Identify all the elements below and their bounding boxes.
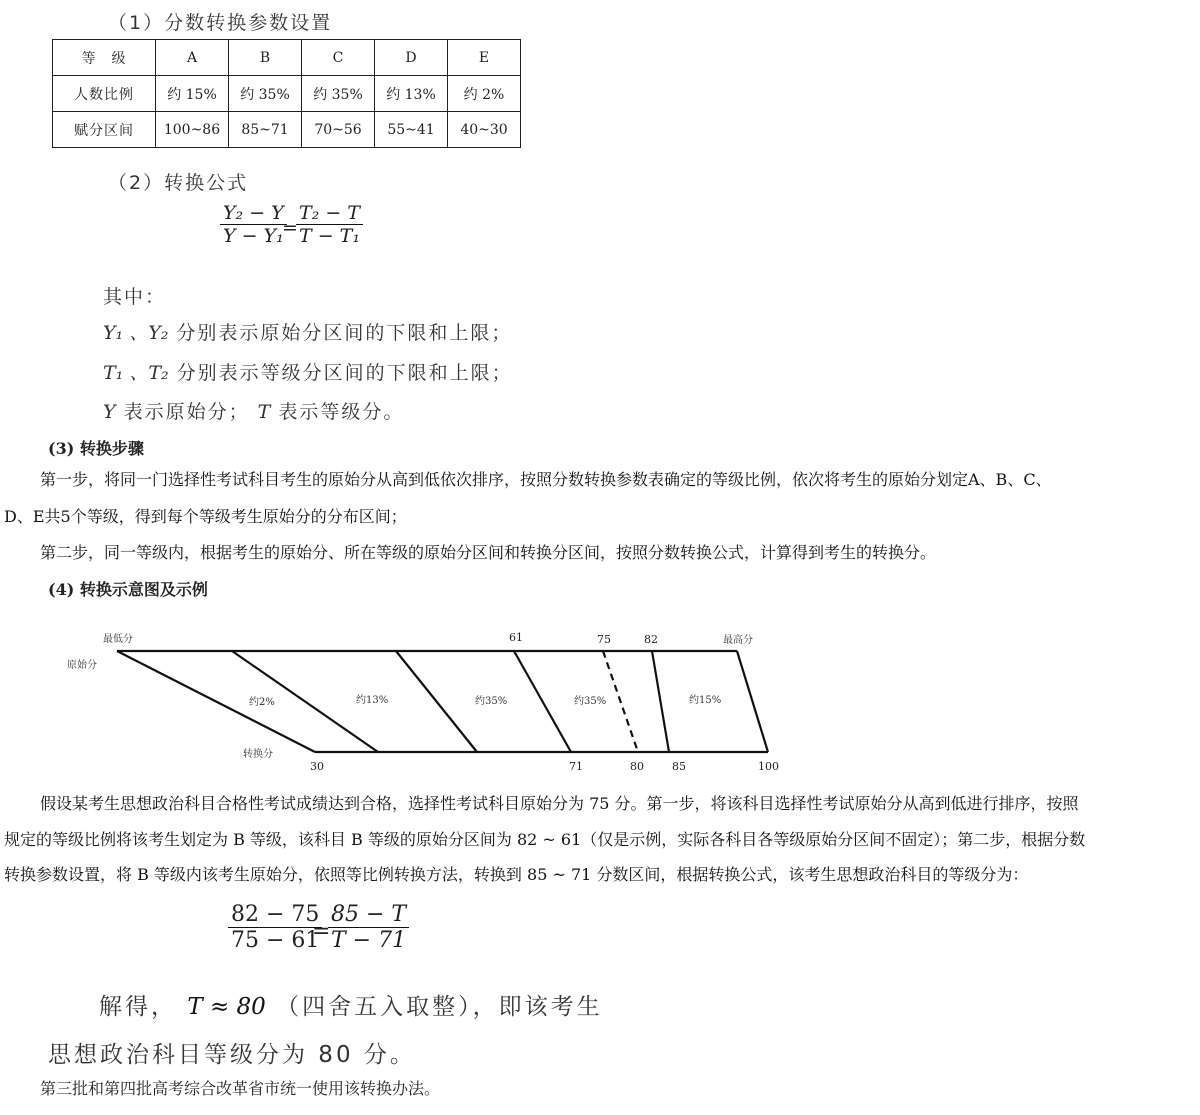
example-line3: 转换参数设置，将 B 等级内该考生原始分，依照等比例转换方法，转换到 85 ~ 71 分数区间，根据转换公式，该考生思想政治科目的等级分为： — [4, 865, 1029, 884]
formula-lhs-denominator: Y − Y₁ — [223, 225, 284, 247]
example-lhs-denominator: 75 − 61 — [231, 928, 320, 953]
bottom-tick: 30 — [310, 760, 324, 773]
boundary-max — [737, 651, 768, 752]
table-row — [53, 112, 521, 148]
explanation-line-grade-range — [103, 358, 513, 385]
step2-text: 第二步，同一等级内，根据考生的原始分、所在等级的原始分区间和转换分区间，按照分数转换公式，计算得到考生的转换分。 — [40, 543, 937, 562]
formula-rhs-numerator: T₂ − T — [296, 202, 363, 225]
top-ticks — [509, 631, 658, 646]
top-tick: 82 — [644, 633, 658, 646]
example-line1: 假设某考生思想政治科目合格性考试成绩达到合格，选择性考试科目原始分为 75 分。第一步，将该科目选择性考试原始分从高到低进行排序，按照 — [40, 794, 1079, 813]
boundary-min — [117, 651, 315, 752]
solve-prefix: 解得， — [99, 994, 177, 1020]
bottom-tick: 80 — [630, 760, 644, 773]
label-highest: 最高分 — [723, 635, 753, 646]
example-lhs-numerator: 82 − 75 — [228, 902, 322, 928]
section4-heading: (4) 转换示意图及示例 — [48, 580, 208, 599]
footer-note: 第三批和第四批高考综合改革省市统一使用该转换办法。 — [40, 1079, 441, 1098]
section3-heading: (3) 转换步骤 — [48, 439, 144, 458]
table-cell: 约 15% — [156, 76, 229, 112]
example-equals: = — [312, 919, 331, 944]
label-converted-score: 转换分 — [243, 749, 273, 760]
bottom-tick: 71 — [569, 760, 583, 773]
formula-equals: = — [282, 217, 298, 239]
where-label: 其中： — [103, 286, 167, 308]
variable-y: Y — [103, 401, 116, 423]
band-label-d: 约13% — [356, 695, 389, 706]
example-rhs-fraction — [328, 902, 409, 953]
band-label-c: 约35% — [475, 696, 508, 707]
explanation-line-raw-range — [103, 318, 512, 345]
table-header-cell: B — [229, 40, 302, 76]
boundary-b-a — [652, 651, 669, 752]
step1-line2: D、E共5个等级，得到每个等级考生原始分的分布区间； — [4, 507, 407, 526]
solve-line — [99, 988, 603, 1021]
bottom-tick: 85 — [672, 760, 686, 773]
table-cell: 赋分区间 — [53, 112, 156, 148]
explanation-line-y-t — [103, 397, 404, 424]
table-cell: 约 35% — [229, 76, 302, 112]
label-raw-score: 原始分 — [67, 660, 97, 671]
band-label-b: 约35% — [574, 696, 607, 707]
formula-lhs-fraction — [220, 202, 287, 247]
raw-range-text: 分别表示原始分区间的下限和上限； — [176, 322, 513, 344]
result-line: 思想政治科目等级分为 80 分。 — [48, 1042, 416, 1068]
band-label-a: 约15% — [689, 695, 722, 706]
table-cell: 85~71 — [229, 112, 302, 148]
table-header-cell: A — [156, 40, 229, 76]
example-lhs-fraction — [228, 902, 322, 953]
table-cell: 约 2% — [448, 76, 521, 112]
table-cell: 40~30 — [448, 112, 521, 148]
section1-heading: （1）分数转换参数设置 — [108, 12, 333, 34]
formula-lhs-numerator: Y₂ − Y — [220, 202, 287, 225]
table-header-cell: 等 级 — [53, 40, 156, 76]
table-row — [53, 76, 521, 112]
table-cell: 人数比例 — [53, 76, 156, 112]
solve-suffix: （四舍五入取整），即该考生 — [276, 994, 603, 1020]
formula-rhs-fraction — [296, 202, 363, 247]
step1-line1: 第一步，将同一门选择性考试科目考生的原始分从高到低依次排序，按照分数转换参数表确定的等级比例，依次将考生的原始分划定A、B、C、 — [40, 470, 1052, 489]
table-header-cell: E — [448, 40, 521, 76]
table-cell: 55~41 — [375, 112, 448, 148]
variable-t: T — [257, 401, 271, 423]
grade-range-variables: T₁ 、T₂ — [103, 362, 169, 384]
table-cell: 70~56 — [302, 112, 375, 148]
top-tick: 61 — [509, 631, 523, 644]
bottom-tick: 100 — [758, 760, 779, 773]
band-label-e: 约2% — [249, 697, 275, 708]
top-tick: 75 — [597, 633, 611, 646]
table-cell: 约 13% — [375, 76, 448, 112]
diagram-frame — [117, 651, 768, 752]
t-meaning-text: 表示等级分。 — [278, 401, 405, 423]
table-cell: 约 35% — [302, 76, 375, 112]
example-rhs-numerator: 85 − T — [328, 902, 409, 928]
conversion-diagram — [0, 620, 1200, 780]
example-rhs-denominator: T − 71 — [331, 928, 407, 953]
table-header-row — [53, 40, 521, 76]
example-mapping-line — [603, 651, 638, 752]
solve-result-value: T ≈ 80 — [187, 994, 266, 1020]
boundary-d-c — [396, 651, 477, 752]
example-line2: 规定的等级比例将该考生划定为 B 等级，该科目 B 等级的原始分区间为 82 ~ 61（仅是示例，实际各科目各等级原始分区间不固定）；第二步，根据分数 — [4, 830, 1086, 849]
formula-rhs-denominator: T − T₁ — [299, 225, 360, 247]
label-lowest: 最低分 — [103, 634, 133, 645]
section2-heading: （2）转换公式 — [108, 172, 249, 194]
grade-range-text: 分别表示等级分区间的下限和上限； — [176, 362, 513, 384]
conversion-parameter-table — [52, 39, 521, 148]
y-meaning-text: 表示原始分； — [123, 401, 250, 423]
table-cell: 100~86 — [156, 112, 229, 148]
table-header-cell: D — [375, 40, 448, 76]
band-labels — [249, 693, 721, 708]
raw-range-variables: Y₁ 、Y₂ — [103, 322, 169, 344]
table-header-cell: C — [302, 40, 375, 76]
boundary-c-b — [514, 651, 571, 752]
bottom-ticks — [310, 760, 779, 773]
